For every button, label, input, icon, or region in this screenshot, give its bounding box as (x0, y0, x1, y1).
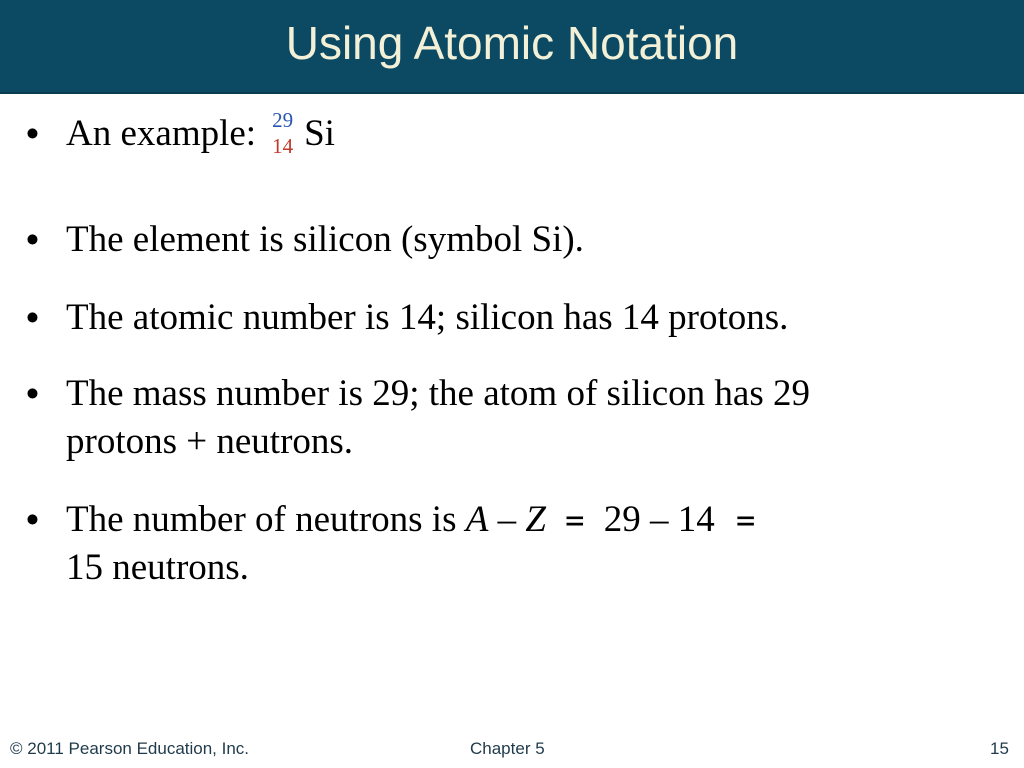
bullet-dot: • (26, 113, 39, 154)
bullet-dot: • (26, 297, 39, 338)
slide-title: Using Atomic Notation (285, 17, 739, 69)
bullet-dot: • (26, 499, 39, 540)
element-symbol: Si (304, 113, 335, 154)
example-label: An example: (66, 113, 257, 154)
subtraction-expression: 29 – 14 (603, 499, 715, 540)
bullet-dot: • (26, 373, 39, 414)
equals-sign: = (735, 501, 756, 539)
bullet-text (66, 110, 1006, 158)
minus-sign: – (497, 499, 517, 540)
atomic-variable: Z (525, 499, 546, 540)
bullet-line-1: The mass number is 29; the atom of silicon has 29 (66, 373, 810, 414)
footer-copyright: © 2011 Pearson Education, Inc. (10, 739, 250, 758)
bullet-text (66, 496, 1006, 592)
neutron-prefix: The number of neutrons is (66, 499, 457, 540)
title-bar (0, 0, 1024, 94)
atomic-number: 14 (272, 134, 294, 158)
bullet-line-2: 15 neutrons. (66, 547, 249, 588)
bullet-text (66, 370, 1006, 466)
bullet-line-1 (66, 496, 1006, 544)
page-number: 15 (990, 739, 1009, 758)
mass-variable: A (465, 499, 489, 540)
equals-sign: = (565, 501, 585, 539)
bullet-text: The atomic number is 14; silicon has 14 protons. (66, 297, 789, 338)
isotope-notation (272, 110, 306, 158)
bullet-dot: • (26, 219, 39, 260)
bullet-text: The element is silicon (symbol Si). (66, 219, 584, 260)
mass-number: 29 (272, 108, 294, 132)
bullet-line-2: protons + neutrons. (66, 421, 354, 462)
footer-chapter: Chapter 5 (470, 739, 545, 758)
